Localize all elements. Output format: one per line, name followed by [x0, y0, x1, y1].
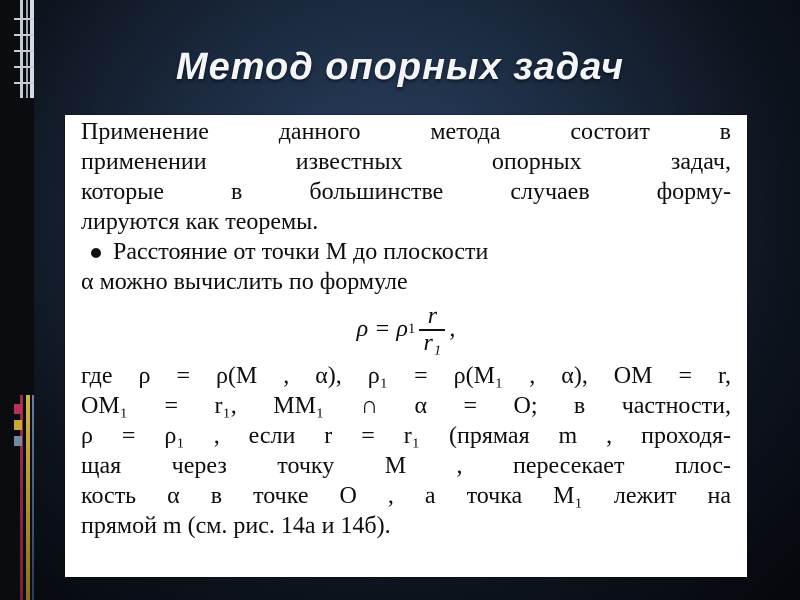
content-line-5: Расстояние от точки M до плоскости [113, 239, 489, 265]
content-line-4: лируются как теоремы. [81, 209, 319, 235]
content-line-10: ρ = ρ₁ , если r = r₁ (прямая m , проходя- [81, 423, 731, 449]
content-line-12: кость α в точке O , а точка M₁ лежит на [81, 483, 731, 509]
content-line-11: щая через точку M , пересекает плос- [81, 453, 731, 479]
decorative-line [14, 34, 34, 36]
decorative-block-gray [14, 436, 22, 446]
formula-fraction [419, 303, 445, 355]
content-line-8: где ρ = ρ(M , α), ρ₁ = ρ(M₁ , α), OM = r, [81, 363, 731, 389]
content-text [81, 117, 731, 567]
content-line-6: α можно вычислить по формуле [81, 269, 408, 295]
content-line-2: применении известных опорных задач, [81, 149, 731, 175]
decorative-line [14, 18, 34, 20]
content-line-3: которые в большинстве случаев форму- [81, 179, 731, 205]
content-line-1: Применение данного метода состоит в [81, 119, 731, 145]
content-line-13: прямой m (см. рис. 14а и 14б). [81, 513, 391, 539]
slide-title: Метод опорных задач [175, 46, 625, 88]
decorative-block-red [14, 404, 22, 414]
fraction-denominator: r₁ [423, 330, 442, 356]
content-image-card [65, 115, 747, 577]
decorative-stripe-bottom-3 [32, 395, 34, 600]
formula-subscript: 1 [407, 321, 416, 337]
content-line-9: OM₁ = r₁, MM₁ ∩ α = O; в частности, [81, 393, 731, 419]
formula-left: ρ = ρ [356, 316, 408, 342]
decorative-block-gold [14, 420, 22, 430]
decorative-stripe-bottom-2 [26, 395, 30, 600]
formula-comma: , [449, 316, 456, 342]
fraction-numerator: r [427, 303, 438, 329]
bullet-line [81, 237, 731, 267]
distance-formula [81, 297, 731, 361]
bullet-icon [91, 248, 101, 258]
